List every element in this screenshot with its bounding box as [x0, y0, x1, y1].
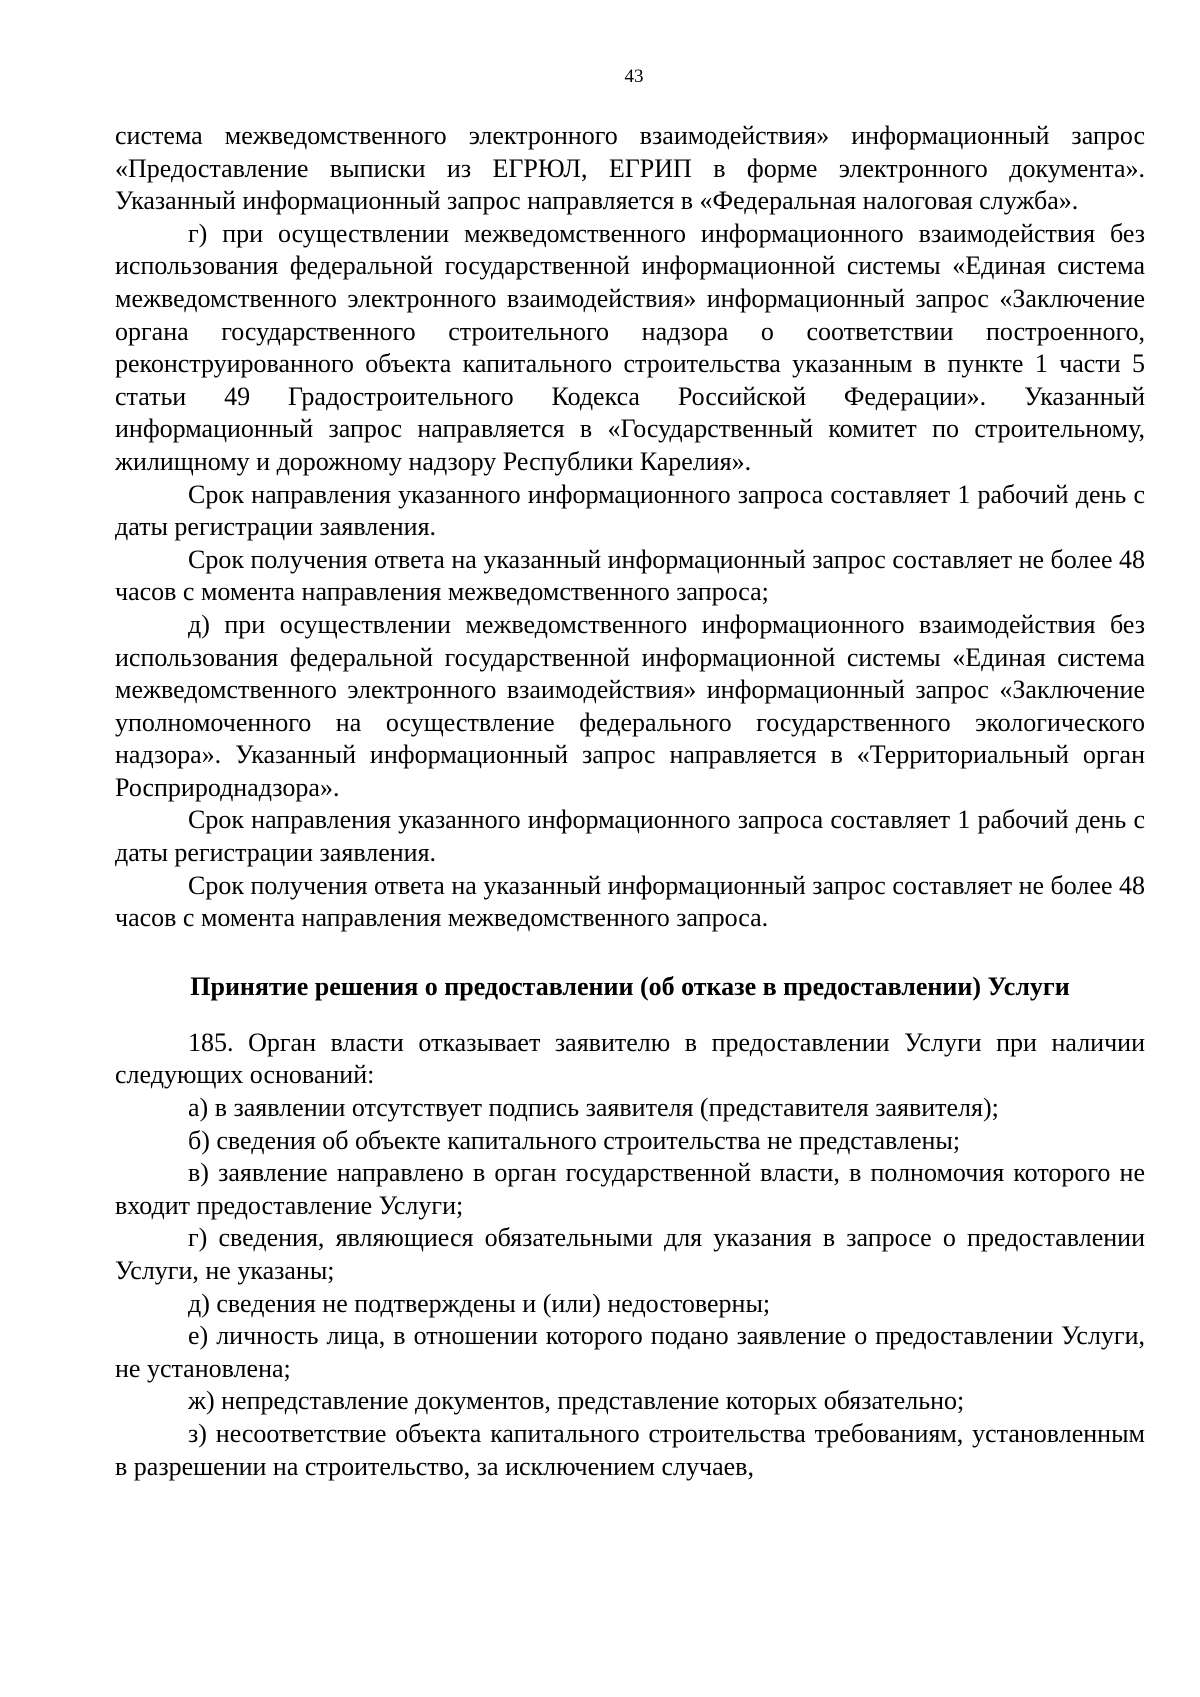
body-paragraph: Срок получения ответа на указанный информационный запрос составляет не более 48 часов с момента направления межведомственного запроса;	[115, 544, 1145, 607]
list-item: ж) непредставление документов, представление которых обязательно;	[188, 1386, 965, 1416]
list-item: а) в заявлении отсутствует подпись заявителя (представителя заявителя);	[188, 1093, 999, 1123]
list-item: е) личность лица, в отношении которого подано заявление о предоставлении Услуги, не установлена;	[115, 1321, 1145, 1383]
document-body	[115, 120, 1145, 1483]
page-number: 43	[624, 66, 644, 87]
list-item: г) сведения, являющиеся обязательными для указания в запросе о предоставлении Услуги, не указаны;	[115, 1223, 1145, 1285]
body-paragraph: 185. Орган власти отказывает заявителю в предоставлении Услуги при наличии следующих оснований:	[115, 1027, 1145, 1090]
list-item: б) сведения об объекте капитального строительства не представлены;	[188, 1125, 961, 1155]
body-paragraph: Срок направления указанного информационного запроса составляет 1 рабочий день с даты регистрации заявления.	[115, 805, 1145, 868]
body-paragraph: Срок направления указанного информационного запроса составляет 1 рабочий день с даты регистрации заявления.	[115, 479, 1145, 542]
body-paragraph: д) при осуществлении межведомственного информационного взаимодействия без использования федеральной государственной информационной системы «Единая система межведомственного электронного взаимодействия» информационный запрос «Заключение уполномоченного на осуществление федерального государственного экологического надзора». Указанный информационный запрос направляется в «Территориальный орган Росприроднадзора».	[115, 609, 1145, 802]
paragraphs-before-heading	[115, 120, 1145, 935]
list-item: в) заявление направлено в орган государственной власти, в полномочия которого не входит предоставление Услуги;	[115, 1158, 1145, 1220]
list-item: д) сведения не подтверждены и (или) недостоверны;	[188, 1288, 771, 1318]
paragraphs-after-heading	[115, 1027, 1145, 1483]
section-heading: Принятие решения о предоставлении (об отказе в предоставлении) Услуги	[190, 971, 1070, 1001]
body-paragraph: система межведомственного электронного взаимодействия» информационный запрос «Предоставление выписки из ЕГРЮЛ, ЕГРИП в форме электронного документа». Указанный информационный запрос направляется в «Федеральная налоговая служба».	[115, 121, 1145, 216]
body-paragraph: г) при осуществлении межведомственного информационного взаимодействия без использования федеральной государственной информационной системы «Единая система межведомственного электронного взаимодействия» информационный запрос «Заключение органа государственного строительного надзора о соответствии построенного, реконструированного объекта капитального строительства указанным в пункте 1 части 5 статьи 49 Градостроительного Кодекса Российской Федерации». Указанный информационный запрос направляется в «Государственный комитет по строительному, жилищному и дорожному надзору Республики Карелия».	[115, 218, 1145, 476]
list-item: з) несоответствие объекта капитального строительства требованиям, установленным в разрешении на строительство, за исключением случаев,	[115, 1418, 1145, 1481]
body-paragraph: Срок получения ответа на указанный информационный запрос составляет не более 48 часов с момента направления межведомственного запроса.	[115, 870, 1145, 933]
